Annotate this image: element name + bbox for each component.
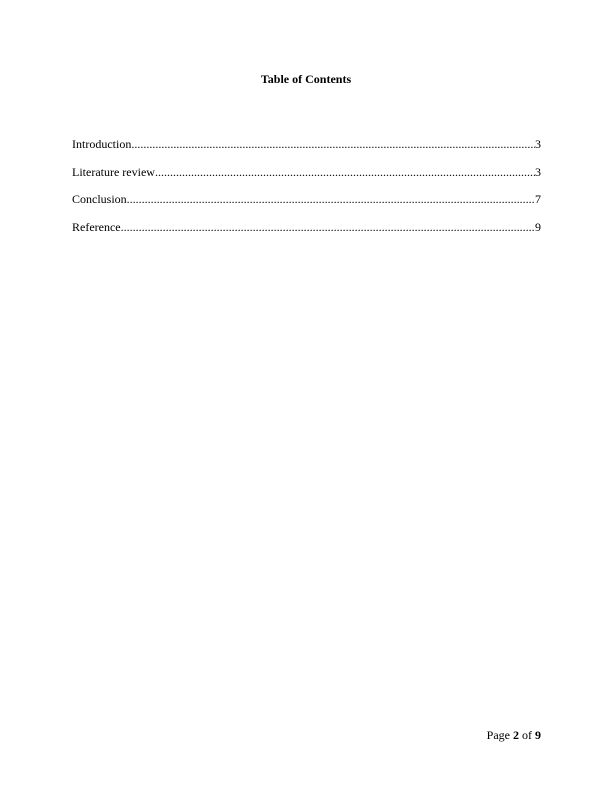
toc-entry-label: Introduction	[72, 137, 132, 151]
footer-page-prefix: Page	[486, 728, 510, 742]
toc-entry-page-number: 3	[535, 164, 541, 179]
toc-entry-conclusion[interactable]	[72, 191, 541, 219]
toc-entry-introduction[interactable]	[72, 136, 541, 164]
toc-entry-page-number: 9	[535, 219, 541, 234]
footer-current-page: 2	[513, 728, 519, 742]
toc-dot-leader	[131, 136, 535, 152]
toc-entry-reference[interactable]	[72, 219, 541, 247]
toc-title: Table of Contents	[260, 72, 352, 86]
toc-dot-leader	[155, 164, 535, 180]
toc-dot-leader	[121, 219, 535, 235]
page-footer	[487, 727, 541, 743]
toc-entry-label: Literature review	[72, 164, 155, 179]
toc-entry-page-number: 7	[535, 192, 541, 206]
toc-entry-literature-review[interactable]	[72, 164, 541, 192]
toc-list	[72, 136, 541, 246]
toc-dot-leader	[127, 191, 535, 207]
footer-separator: of	[522, 728, 532, 742]
footer-total-pages: 9	[535, 728, 541, 742]
toc-entry-label: Conclusion	[72, 192, 127, 206]
toc-entry-page-number: 3	[535, 137, 541, 151]
toc-entry-label: Reference	[72, 219, 121, 234]
